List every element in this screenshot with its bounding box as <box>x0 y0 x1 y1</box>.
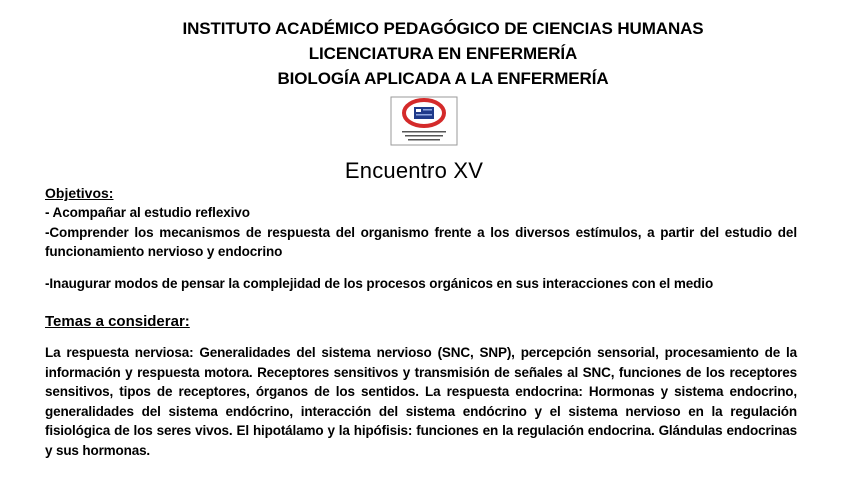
document-header <box>0 16 848 91</box>
objective-item: -Inaugurar modos de pensar la complejidad de los procesos orgánicos en sus interacciones con el medio <box>45 276 714 291</box>
university-logo <box>390 96 458 146</box>
degree-name: LICENCIATURA EN ENFERMERÍA <box>308 44 578 63</box>
objective-item: - Acompañar al estudio reflexivo <box>45 205 250 220</box>
temas-body: La respuesta nerviosa: Generalidades del sistema nervioso (SNC, SNP), percepción sensorial, procesamiento de la información y respuesta motora. Receptores sensitivos y transmisión de señales al SNC, funciones de los receptores sensitivos, tipos de receptores, órganos de los sentidos. La respuesta endocrina: Hormonas y sistema endocrino, generalidades del sistema endócrino, interacción del sistema endócrino y el sistema nervioso en la regulación fisiológica de los seres vivos. El hipotálamo y la hipófisis: funciones en la regulación endocrina. Glándulas endocrinas y sus hormonas. <box>45 345 797 458</box>
temas-heading: Temas a considerar: <box>45 313 190 330</box>
objective-item: -Comprender los mecanismos de respuesta del organismo frente a los diversos estímulos, a partir del estudio del funcionamiento nervioso y endocrino <box>45 225 797 259</box>
course-name: BIOLOGÍA APLICADA A LA ENFERMERÍA <box>277 69 609 88</box>
objetivos-heading: Objetivos: <box>45 185 114 201</box>
university-logo-icon <box>390 96 458 146</box>
page-title: Encuentro XV <box>344 158 484 183</box>
institute-name: INSTITUTO ACADÉMICO PEDAGÓGICO DE CIENCIAS HUMANAS <box>182 19 704 38</box>
